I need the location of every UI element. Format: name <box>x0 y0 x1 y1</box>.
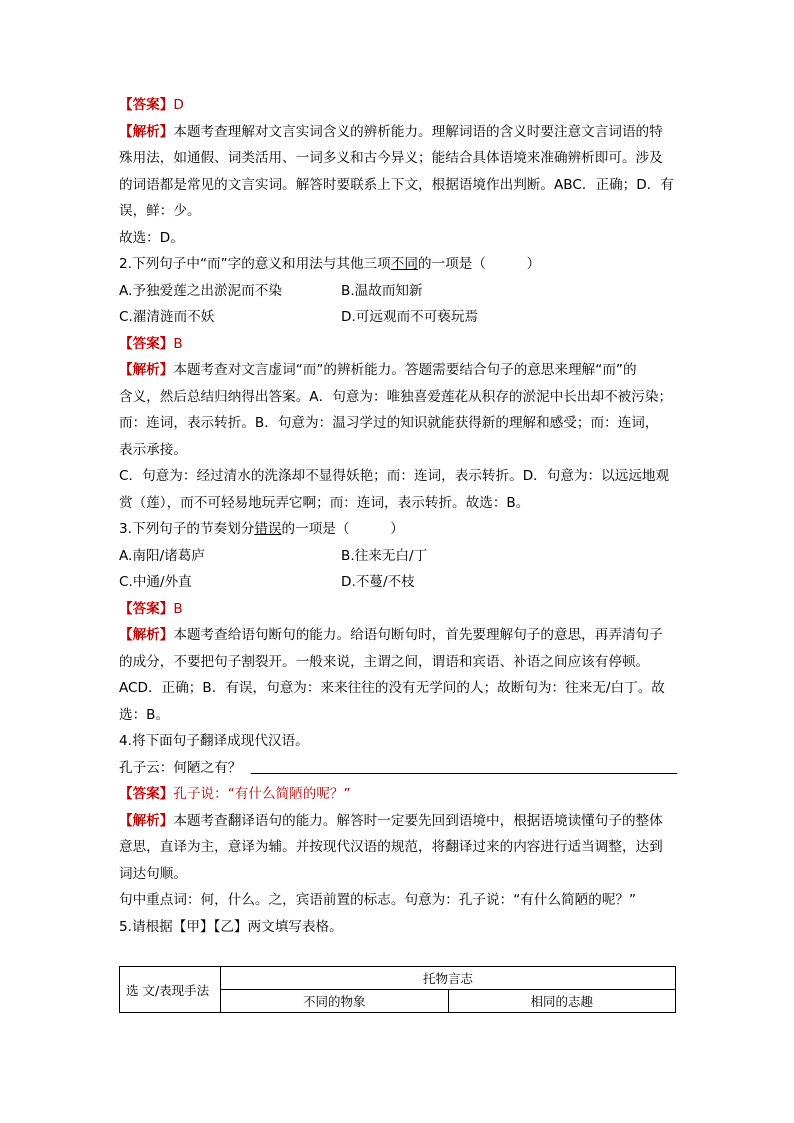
q2-analysis-text-1: 本题考查对文言虚词“而”的辨析能力。答题需要结合句子的意思来理解“而”的 <box>173 362 637 378</box>
q2-options-row-2 <box>119 304 679 331</box>
q1-analysis-line-1 <box>119 119 679 146</box>
q3-options-row-1 <box>119 543 679 570</box>
analysis-tag: 【解析】 <box>119 362 174 378</box>
q2-option-d: D.可远观而不可亵玩焉 <box>341 309 479 325</box>
q3-analysis-line-2: 的成分，不要把句子割裂开。一般来说，主谓之间，谓语和宾语、补语之间应该有停顿。 <box>119 653 650 670</box>
q4-stem: 4.将下面句子翻译成现代汉语。 <box>119 733 309 749</box>
q3-option-a: A.南阳/诸葛庐 <box>119 547 205 564</box>
q4-analysis-line-2: 意思，直译为主，意译为辅。并按现代汉语的规范，将翻译过来的内容进行适当调整，达到 <box>119 839 663 855</box>
q4-analysis-line-1 <box>119 808 679 835</box>
q4-answer-blank <box>251 755 677 774</box>
document-body <box>119 92 679 940</box>
q1-answer-line <box>119 92 679 119</box>
q3-analysis-line-4: 选：B。 <box>119 706 170 723</box>
q1-conclusion: 故选：D。 <box>119 229 184 246</box>
q2-analysis-line-5: C．句意为：经过清水的洗涤却不显得妖艳；而：连词，表示转折。D．句意为：以远远地观 <box>119 468 670 484</box>
q3-answer-line <box>119 596 679 623</box>
q2-analysis-line-2: 含义，然后总结归纳得出答案。A．句意为：唯独喜爱莲花从积存的淤泥中长出却不被污染； <box>119 388 673 405</box>
analysis-tag: 【解析】 <box>119 123 174 140</box>
q4-analysis-line-4: 句中重点词：何，什么。之，宾语前置的标志。句意为：孔子说：“有什么简陋的呢？” <box>119 892 637 908</box>
q4-prompt-line <box>119 755 679 782</box>
q2-stem <box>119 251 679 278</box>
table-method-header: 托物言志 <box>221 967 676 990</box>
q3-stem <box>119 516 679 543</box>
answer-tag: 【答案】 <box>119 97 174 113</box>
q4-answer-line <box>119 781 679 808</box>
q3-option-b: B.往来无白/丁 <box>341 547 428 564</box>
q2-analysis-line-3: 而：连词，表示转折。B．句意为：温习学过的知识就能获得新的理解和感受；而：连词， <box>119 415 659 431</box>
q2-option-c: C.濯清涟而不妖 <box>119 309 215 325</box>
answer-tag: 【答案】 <box>119 786 174 802</box>
q2-answer-line <box>119 331 679 358</box>
q2-stem-underlined: 不同 <box>390 256 418 272</box>
analysis-tag: 【解析】 <box>119 812 174 829</box>
q4-prompt: 孔子云：何陋之有？ <box>119 759 242 776</box>
answer-tag: 【答案】 <box>119 600 174 617</box>
q2-analysis-line-1 <box>119 357 679 384</box>
q2-option-a: A.予独爱莲之出淤泥而不染 <box>119 282 282 299</box>
q3-analysis-text-1: 本题考查给语句断句的能力。给语句断句时，首先要理解句子的意思，再弄清句子 <box>173 627 663 643</box>
q1-analysis-line-2: 殊用法，如通假、词类活用、一词多义和古今异义；能结合具体语境来准确辨析即可。涉及 <box>119 150 663 166</box>
q1-analysis-line-4: 误，鲜：少。 <box>119 203 201 219</box>
q2-answer: B <box>173 335 183 352</box>
answer-tag: 【答案】 <box>119 335 174 352</box>
q3-analysis-line-1 <box>119 622 679 649</box>
q2-option-b: B.温故而知新 <box>341 282 423 299</box>
q2-stem-prefix: 2.下列句子中“而”字的意义和用法与其他三项 <box>119 256 391 272</box>
q3-option-c: C.中通/外直 <box>119 574 192 590</box>
q5-fill-table <box>119 966 676 1013</box>
q1-analysis-line-3: 的词语都是常见的文言实词。解答时要联系上下文，根据语境作出判断。ABC．正确；D．有 <box>119 176 674 193</box>
analysis-tag: 【解析】 <box>119 627 174 643</box>
q4-analysis-text-1: 本题考查翻译语句的能力。解答时一定要先回到语境中，根据语境读懂句子的整体 <box>173 812 663 829</box>
q3-stem-underlined: 错误 <box>254 521 282 537</box>
q2-stem-suffix: 的一项是（ ） <box>417 256 541 272</box>
q1-analysis-text-1: 本题考查理解对文言实词含义的辨析能力。理解词语的含义时要注意文言词语的特 <box>173 123 663 140</box>
q2-analysis-line-4: 表示承接。 <box>119 441 187 458</box>
q2-options-row-1 <box>119 278 679 305</box>
q5-stem: 5.请根据【甲】【乙】两文填写表格。 <box>119 918 343 935</box>
q4-answer: 孔子说：“有什么简陋的呢？” <box>173 786 351 802</box>
q3-stem-prefix: 3.下列句子的节奏划分 <box>119 521 255 537</box>
q3-answer: B <box>173 600 183 617</box>
q4-analysis-line-3: 词达句顺。 <box>119 865 187 882</box>
q3-options-row-2 <box>119 569 679 596</box>
table-corner-cell: 选 文/表现手法 <box>120 967 221 1013</box>
table-col-different-objects: 不同的物象 <box>221 990 449 1013</box>
q3-stem-suffix: 的一项是（ ） <box>281 521 404 537</box>
q2-analysis-line-6: 赏（莲），而不可轻易地玩弄它啊；而：连词，表示转折。故选：B。 <box>119 494 530 511</box>
q3-analysis-line-3: ACD．正确；B．有误，句意为：来来往往的没有无学问的人；故断句为：往来无/白丁。故 <box>119 680 665 696</box>
q1-answer: D <box>173 97 184 113</box>
table-col-shared-aspiration: 相同的志趣 <box>448 990 676 1013</box>
table-row <box>120 967 676 990</box>
q3-option-d: D.不蔓/不枝 <box>341 574 415 590</box>
